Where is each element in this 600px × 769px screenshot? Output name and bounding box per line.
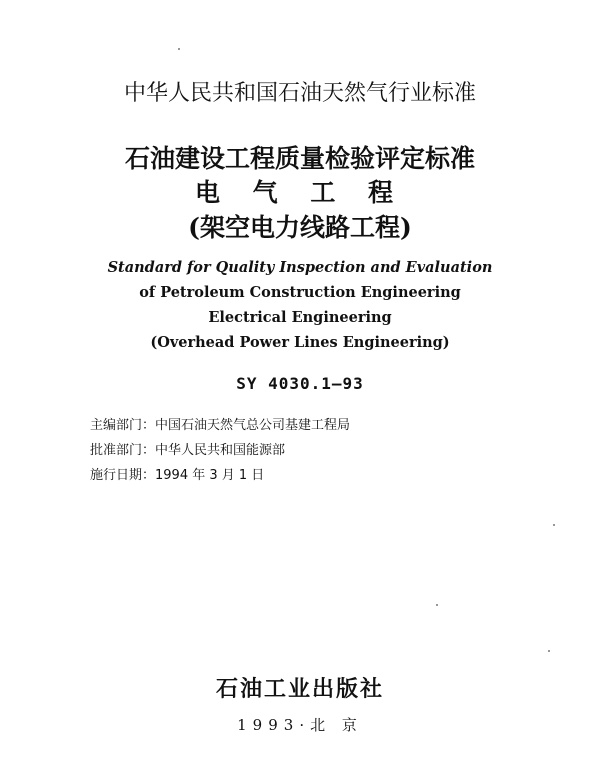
- scan-speck: [553, 524, 555, 526]
- drafting-department: 主编部门：中国石油天然气总公司基建工程局: [90, 418, 351, 433]
- scan-speck: [178, 48, 180, 50]
- standard-code: SY 4030.1—93: [236, 374, 364, 393]
- approving-department: 批准部门：中华人民共和国能源部: [90, 443, 286, 458]
- effective-date: 施行日期：1994 年 3 月 1 日: [90, 468, 265, 483]
- scan-speck: [436, 604, 438, 606]
- title-en-line-4: (Overhead Power Lines Engineering): [150, 334, 450, 351]
- title-cn-line-2: 电 气 工 程: [194, 178, 406, 207]
- title-en-line-1: Standard for Quality Inspection and Evaluation: [107, 259, 493, 276]
- title-en-line-2: of Petroleum Construction Engineering: [139, 284, 461, 301]
- industry-standard-heading: 中华人民共和国石油天然气行业标准: [123, 81, 476, 106]
- title-en-line-3: Electrical Engineering: [208, 309, 392, 326]
- title-cn-line-3: (架空电力线路工程): [188, 213, 412, 242]
- publication-date-place: 1993·北 京: [237, 716, 363, 734]
- publisher-name: 石油工业出版社: [215, 676, 384, 702]
- title-cn-line-1: 石油建设工程质量检验评定标准: [124, 144, 475, 173]
- scan-speck: [548, 650, 550, 652]
